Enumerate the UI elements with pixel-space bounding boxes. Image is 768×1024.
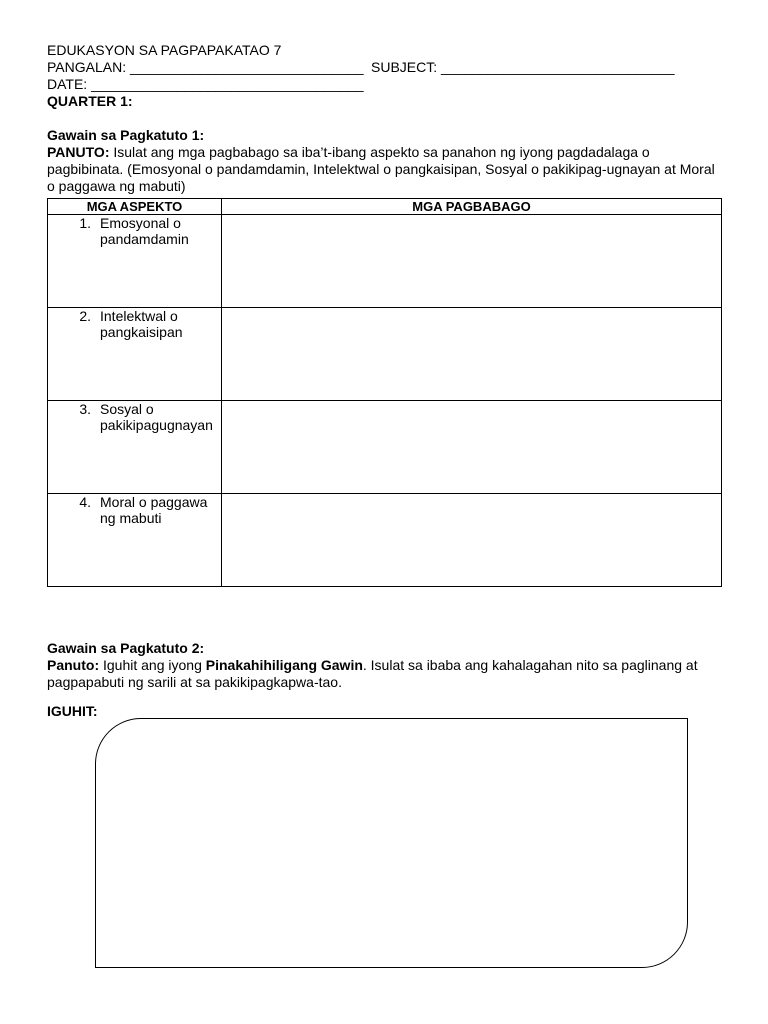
aspect-cell	[48, 308, 222, 401]
table-row	[48, 308, 722, 401]
changes-answer-cell[interactable]	[222, 215, 722, 308]
instruction-text-bold: Pinakahihiligang Gawin	[205, 657, 363, 673]
aspect-label-line1: Intelektwal o	[100, 308, 178, 324]
aspect-label-line2: pandamdamin	[100, 231, 189, 247]
activity1-title: Gawain sa Pagkatuto 1:	[47, 127, 205, 143]
aspect-number: 1.	[79, 215, 91, 231]
aspect-label-line1: Emosyonal o	[100, 215, 181, 231]
aspect-cell	[48, 494, 222, 587]
aspects-table	[47, 198, 722, 587]
aspect-label-line1: Moral o paggawa	[100, 494, 208, 510]
table-row	[48, 215, 722, 308]
aspect-cell	[48, 215, 222, 308]
quarter-label: QUARTER 1:	[47, 93, 133, 109]
activity2-section	[47, 640, 723, 691]
subject-title: EDUKASYON SA PAGPAPAKATAO 7	[47, 42, 282, 58]
draw-label: IGUHIT:	[47, 703, 98, 719]
header-aspects: MGA ASPEKTO	[48, 199, 222, 215]
aspect-cell	[48, 401, 222, 494]
changes-answer-cell[interactable]	[222, 494, 722, 587]
activity2-instructions	[47, 657, 723, 691]
aspect-number: 4.	[79, 494, 91, 510]
activity1-instructions	[47, 144, 723, 195]
aspect-number: 3.	[79, 401, 91, 417]
aspect-number: 2.	[79, 308, 91, 324]
aspect-label-line2: pangkaisipan	[100, 324, 183, 340]
changes-answer-cell[interactable]	[222, 401, 722, 494]
subject-field: SUBJECT: ______________________________	[371, 59, 675, 75]
instruction-label: PANUTO:	[47, 144, 110, 160]
drawing-box[interactable]	[95, 718, 688, 968]
instruction-text-post: . Isulat sa ibaba ang kahalagahan nito sa paglinang at pagpapabuti ng sarili at sa pakikipagkapwa-tao.	[47, 657, 698, 690]
name-field: PANGALAN: ______________________________	[47, 59, 364, 75]
aspect-label-line1: Sosyal o	[100, 401, 154, 417]
aspect-label-line2: pakikipagugnayan	[100, 417, 213, 433]
table-row	[48, 401, 722, 494]
table-row	[48, 494, 722, 587]
aspect-label-line2: ng mabuti	[100, 510, 162, 526]
instruction-label: Panuto:	[47, 657, 100, 673]
instruction-text: Isulat ang mga pagbabago sa iba’t-ibang aspekto sa panahon ng iyong pagdadalaga o pagbibinata. (Emosyonal o pandamdamin, Intelektwal o pangkaisipan, Sosyal o pakikipag-ugnayan at Moral o paggawa ng mabuti)	[47, 144, 715, 194]
instruction-text-pre: Iguhit ang iyong	[99, 657, 206, 673]
worksheet-header	[47, 42, 723, 195]
header-changes: MGA PAGBABAGO	[222, 199, 722, 215]
changes-answer-cell[interactable]	[222, 308, 722, 401]
date-field: DATE: ___________________________________	[47, 76, 364, 92]
activity2-title: Gawain sa Pagkatuto 2:	[47, 640, 205, 656]
